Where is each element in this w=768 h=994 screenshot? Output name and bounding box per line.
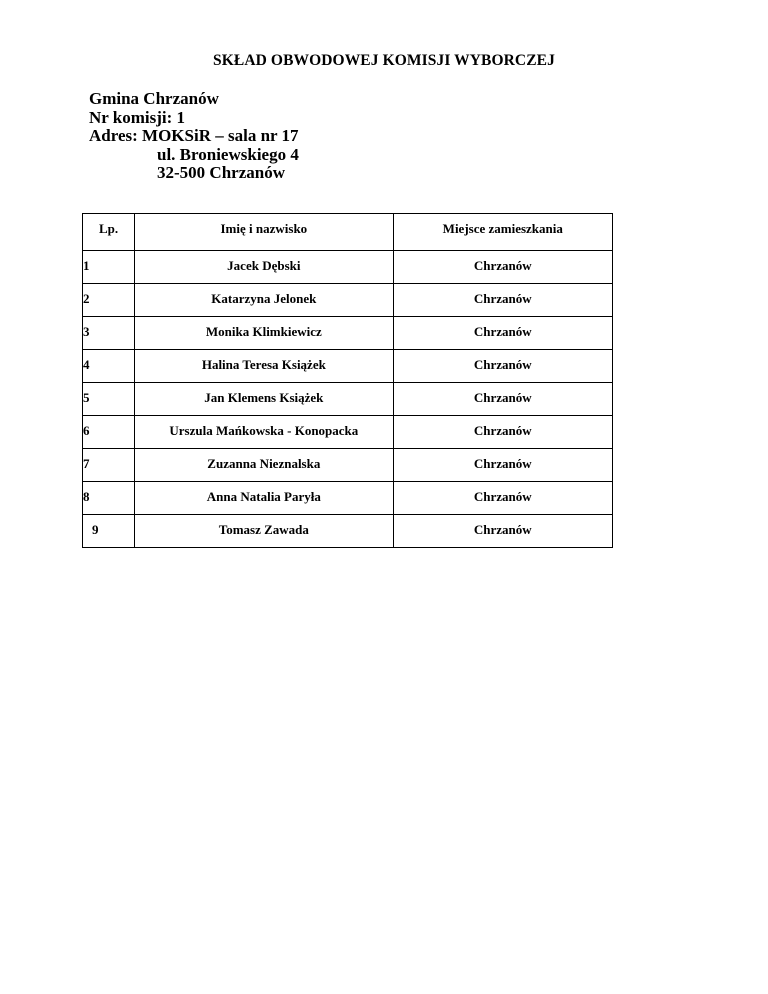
members-table bbox=[82, 213, 613, 548]
table-row bbox=[83, 317, 613, 350]
row-place: Chrzanów bbox=[393, 383, 612, 416]
row-lp: 8 bbox=[83, 482, 135, 515]
row-place: Chrzanów bbox=[393, 317, 612, 350]
table-row bbox=[83, 383, 613, 416]
row-lp: 9 bbox=[83, 515, 135, 548]
street-line: ul. Broniewskiego 4 bbox=[157, 144, 299, 164]
row-name: Anna Natalia Paryła bbox=[135, 482, 393, 515]
table-header-row bbox=[83, 214, 613, 251]
row-name: Zuzanna Nieznalska bbox=[135, 449, 393, 482]
row-lp: 6 bbox=[83, 416, 135, 449]
row-name: Jan Klemens Książek bbox=[135, 383, 393, 416]
row-lp: 4 bbox=[83, 350, 135, 383]
table-row bbox=[83, 284, 613, 317]
row-lp: 3 bbox=[83, 317, 135, 350]
table-row bbox=[83, 350, 613, 383]
commission-info bbox=[89, 90, 299, 183]
row-place: Chrzanów bbox=[393, 515, 612, 548]
row-name: Monika Klimkiewicz bbox=[135, 317, 393, 350]
city-line: 32-500 Chrzanów bbox=[157, 163, 285, 182]
row-lp: 7 bbox=[83, 449, 135, 482]
header-place: Miejsce zamieszkania bbox=[393, 214, 612, 251]
row-place: Chrzanów bbox=[393, 284, 612, 317]
row-place: Chrzanów bbox=[393, 251, 612, 284]
gmina-line: Gmina Chrzanów bbox=[89, 89, 219, 108]
table-row bbox=[83, 416, 613, 449]
row-lp: 1 bbox=[83, 251, 135, 284]
row-place: Chrzanów bbox=[393, 449, 612, 482]
table-row bbox=[83, 515, 613, 548]
address-line: Adres: MOKSiR – sala nr 17 bbox=[89, 126, 299, 145]
document-title: SKŁAD OBWODOWEJ KOMISJI WYBORCZEJ bbox=[213, 52, 555, 69]
row-place: Chrzanów bbox=[393, 482, 612, 515]
row-place: Chrzanów bbox=[393, 350, 612, 383]
header-lp: Lp. bbox=[83, 214, 135, 251]
row-lp: 2 bbox=[83, 284, 135, 317]
table-row bbox=[83, 449, 613, 482]
table-row bbox=[83, 482, 613, 515]
row-place: Chrzanów bbox=[393, 416, 612, 449]
row-name: Halina Teresa Książek bbox=[135, 350, 393, 383]
row-name: Jacek Dębski bbox=[135, 251, 393, 284]
commission-number-line: Nr komisji: 1 bbox=[89, 107, 186, 127]
row-lp: 5 bbox=[83, 383, 135, 416]
row-name: Tomasz Zawada bbox=[135, 515, 393, 548]
row-name: Katarzyna Jelonek bbox=[135, 284, 393, 317]
header-name: Imię i nazwisko bbox=[135, 214, 393, 251]
row-name: Urszula Mańkowska - Konopacka bbox=[135, 416, 393, 449]
table-row bbox=[83, 251, 613, 284]
